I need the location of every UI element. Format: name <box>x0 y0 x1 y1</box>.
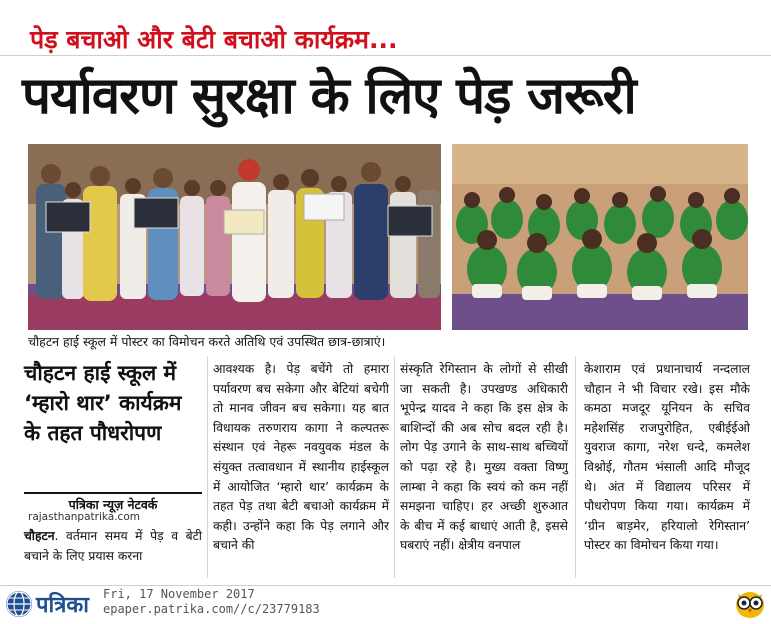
photo-poster-release <box>28 144 441 330</box>
dateline-place: चौहटन <box>24 529 55 543</box>
edition-date: Fri, 17 November 2017 <box>103 587 255 601</box>
body-column-1-text: . वर्तमान समय में पेड़ व बेटी बचाने के लिए प्रयास करना <box>24 529 202 563</box>
article-kicker: पेड़ बचाओ और बेटी बचाओ कार्यक्रम... <box>30 25 398 54</box>
epaper-url[interactable]: epaper.patrika.com//c/23779183 <box>103 602 320 616</box>
body-column-2: आवश्यक है। पेड़ बचेंगे तो हमारा पर्यावरण बच सकेगा और बेटियां बचेगी तो मानव जीवन बच सकेगा। यह बात विधायक तरुणराय कागा ने कल्पतरू संस्थान एवं नेहरू नवयुवक मंडल के संयुक्त तत्वावधान में स्थानीय हाईस्कूल में आयोजित ‘म्हारो थार’ कार्यक्रम के तहत पेड़ तथा बेटी बचाओ कार्यक्रम में कही। उन्होंने कहा कि पेड़ लगाने और बचाने की <box>213 362 389 553</box>
footer-divider <box>0 585 771 586</box>
column-divider <box>575 356 576 578</box>
byline: पत्रिका न्यूज़ नेटवर्क <box>24 492 202 513</box>
logo-text: पत्रिका <box>36 593 89 618</box>
globe-icon <box>6 591 32 617</box>
column-divider <box>394 356 395 578</box>
website-credit: rajasthanpatrika.com <box>28 511 140 523</box>
body-column-1 <box>24 527 202 566</box>
photo-students-seated <box>452 144 748 330</box>
owl-icon[interactable] <box>733 586 767 620</box>
article-headline: पर्यावरण सुरक्षा के लिए पेड़ जरूरी <box>22 67 636 126</box>
sidebar-title: चौहटन हाई स्कूल में ‘म्हारो थार’ कार्यक्रम के तहत पौधरोपण <box>24 361 182 445</box>
body-column-3: संस्कृति रेगिस्तान के लोगों से सीखी जा सकती है। उपखण्ड अधिकारी भूपेन्द्र यादव ने कहा कि इस क्षेत्र के बाशिन्दों की अब सोच बदल रही है। लोग पेड़ उगाने के साथ-साथ बच्चियों को पढ़ा रहे है। मुख्य वक्ता विष्णु लाम्बा ने कहा कि स्वयं को कम नहीं समझना चाहिए। हर अच्छी शुरुआत के बीच में कई बाधाएं आती है, इससे घबराएं नहीं। क्षेत्रीय वनपाल <box>400 362 568 553</box>
photo-caption: चौहटन हाई स्कूल में पोस्टर का विमोचन करते अतिथि एवं उपस्थित छात्र-छात्राएं। <box>28 334 386 349</box>
body-column-4: केशाराम एवं प्रधानाचार्य नन्दलाल चौहान ने भी विचार रखे। इस मौके कमठा मजदूर यूनियन के सचिव महेशसिंह राजपुरोहित, एबीईईओ युवराज कागा, नरेश धन्दे, कमलेश विश्नोई, गौतम भंसाली आदि मौजूद थे। अंत में विद्यालय परिसर में पौधरोपण किया गया। कार्यक्रम में ‘ग्रीन बाड़मेर, हरियालो रेगिस्तान’ पोस्टर का विमोचन किया गया। <box>584 362 750 553</box>
patrika-logo[interactable] <box>6 589 89 619</box>
column-divider <box>207 356 208 578</box>
